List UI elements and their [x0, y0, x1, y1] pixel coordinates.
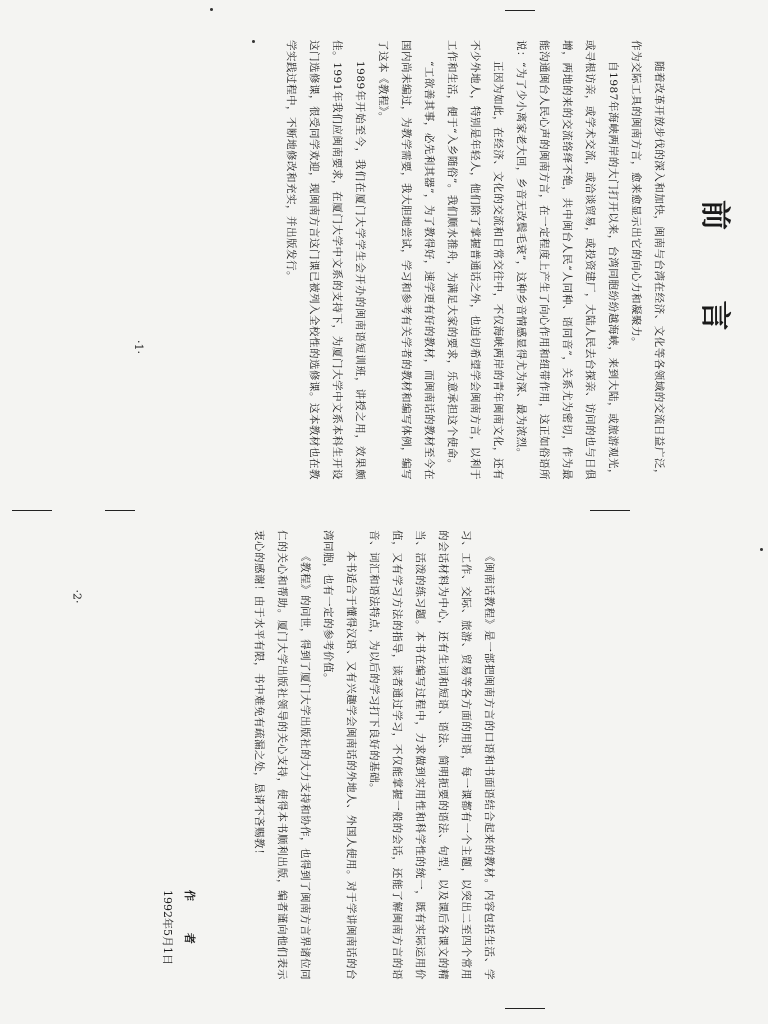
paragraph: 本书适合于懂得汉语、又有兴趣学会闽南话的外地人、外国人使用。对于学讲闽南话的台湾同胞，也有一定的参考价值。 — [322, 530, 357, 980]
page-number: ·2· — [70, 589, 84, 604]
scan-speck — [252, 40, 255, 43]
page-title: 前 言 — [697, 200, 732, 361]
scan-mark — [12, 510, 52, 511]
scan-mark — [105, 510, 135, 511]
paragraph: 《闽南话教程》是一部把闽南方言的口语和书面语结合起来的教材。内容包括生活、学习、工作、交际、旅游、贸易等各方面的用语，每一课都有一个主题，以突出二至四个常用的会话材料为中心，还有生词和短语、语法、简明扼要的语法、句型，以及课后各课文的精当、活泼的练习题。本书在编写过程中，力求做到实用性和科学性的统一，既有实际运用价值，又有学习方法的指导，读者通过学习，不仅能掌握一般的会话，还能了解闽南方言的语音、词汇和语法特点，为以后的学习打下良好的基础。 — [368, 530, 495, 980]
preface-page-2 — [30, 530, 500, 980]
date-label: 1992年5月1日 — [161, 890, 174, 965]
scan-mark — [505, 1008, 545, 1009]
paragraph: 《教程》的问世，得到了厦门大学出版社的大力支持和协作，也得到了闽南方言界诸位同仁的关心和帮助。厦门大学出版社领导的关心支持，使得本书顺利出版，编者谨向他们表示衷心的感谢！由于水平有限，书中难免有疏漏之处，恳请不吝赐教！ — [253, 530, 311, 980]
preface-body — [247, 530, 500, 980]
author-label: 作 者 — [183, 890, 196, 958]
paragraph: 自1987年海峡两岸的大门打开以来，台湾同胞纷纷越海峡，来到大陆，或旅游观光，或寻根访亲，或学术交流，或洽谈贸易，或投资建厂，大陆人民去台探亲、访问的也与日俱增，两地的来的交流络绎不绝，共中闽台人民“人同种、语同音”，关系尤为密切，作为最能沟通闽台人民心声的闽南方言，在一定程度上产生了向心作用和纽带作用，这正如俗语所说：“为了少小离家老大回，乡音无改鬓毛衰”，这种乡音情感显得尤为深、最为浓烈。 — [515, 40, 619, 480]
paragraph: 随着改革开放步伐的深入和加快，闽南与台湾在经济、文化等各领域的交流日益广泛，作为交际工具的闽南方言，愈来愈显示出它的向心力和凝聚力。 — [630, 40, 665, 480]
preface-body — [279, 40, 670, 480]
scan-mark — [590, 510, 630, 511]
paragraph: “工欲善其事，必先利其器”，为了教得好，速学更有好的教材，而闽南话的教材至今在国内尚未编过，为教学需要，我大胆地尝试，学习和参考有关学者的教材和编写体例，编写了这本《教程》。 — [377, 40, 435, 480]
paragraph: 正因为如此，在经济、文化的交流和日常交往中，不仅海峡两岸的青年闽南文化，还有不少外地人，特别是年轻人，他们除了掌握普通话之外，也迫切希望学会闽南方言，以利于工作和生活，便于“入乡随俗”。我们顺水推舟，为满足大家的要求，乐意承担这个使命。 — [446, 40, 504, 480]
scan-speck — [760, 548, 763, 551]
paragraph: 1989年开始至今，我们在厦门大学学生会开办的闽南语短训班，讲授之用，效果颇佳。1991年我们应闽南要求，在厦门大学中文系的支持下，为厦门大学中文系本科生开设这门选修课，很受同学欢迎，现闽南方言这门课已被列入全校性的选修课。这本教材也在教学实践过程中，不断地修改和充实，并出版发行。 — [285, 40, 366, 480]
scan-mark — [505, 10, 535, 11]
preface-page-1 — [80, 40, 740, 480]
signature-block — [156, 890, 200, 965]
scan-speck — [210, 8, 213, 11]
page-number: ·1· — [132, 340, 145, 354]
